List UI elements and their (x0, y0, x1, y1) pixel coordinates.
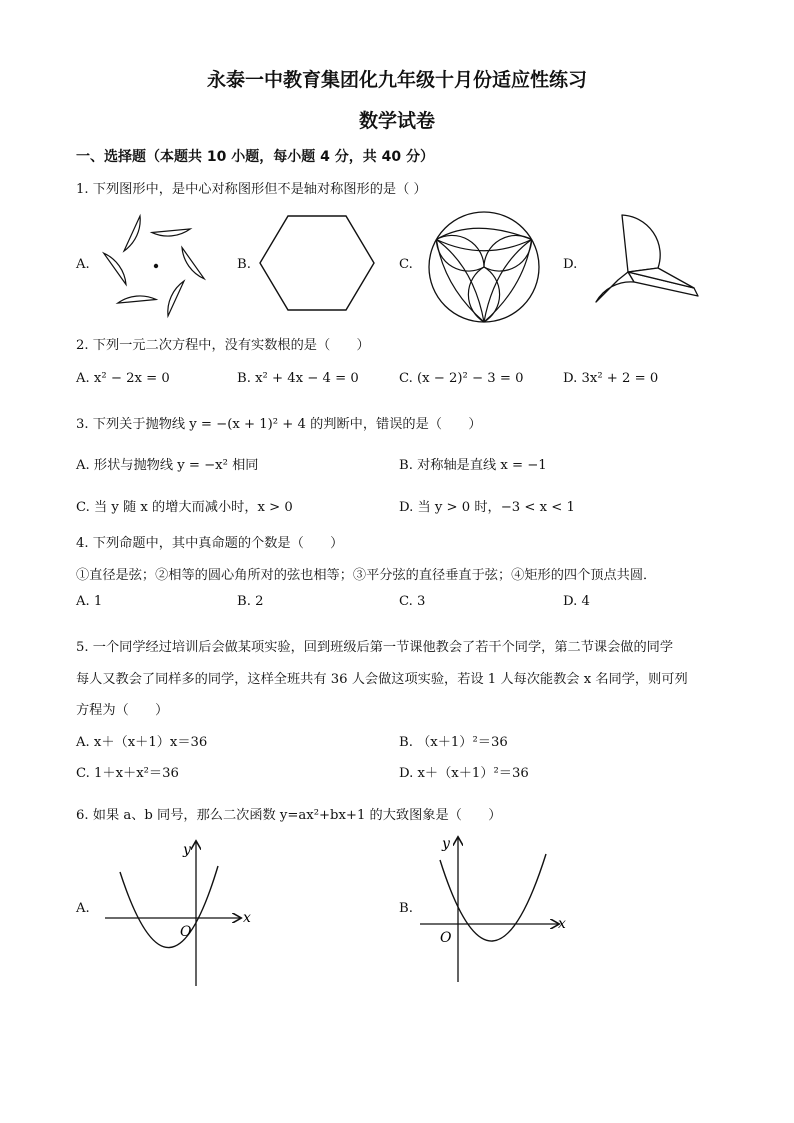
q6-a-origin: O (180, 924, 192, 940)
question-5-line-1: 5. 一个同学经过培训后会做某项实验，回到班级后第一节课他教会了若干个同学，第二节课会做的同学 (76, 640, 674, 655)
question-2-stem: 2. 下列一元二次方程中，没有实数根的是（ ） (76, 338, 370, 353)
q6-b-y-label: y (442, 836, 450, 852)
q4-option-a: A. 1 (76, 594, 103, 609)
q2-option-c: C. (x − 2)² − 3 = 0 (399, 371, 524, 386)
q4-option-d: D. 4 (563, 594, 590, 609)
page-title: 永泰一中教育集团化九年级十月份适应性练习 (206, 69, 587, 91)
q1-figure-d-fan (590, 210, 700, 310)
q3-option-c: C. 当 y 随 x 的增大而减小时，x > 0 (76, 500, 293, 515)
q6-option-b-label: B. (399, 901, 413, 916)
q5-option-b: B. （x＋1）²＝36 (399, 735, 508, 750)
q3-option-b: B. 对称轴是直线 x = −1 (399, 458, 547, 473)
question-1-stem: 1. 下列图形中，是中心对称图形但不是轴对称图形的是（ ） (76, 182, 427, 197)
question-4-propositions: ①直径是弦；②相等的圆心角所对的弦也相等；③平分弦的直径垂直于弦；④矩形的四个顶点共圆． (76, 568, 657, 583)
q5-option-c: C. 1＋x＋x²＝36 (76, 766, 179, 781)
q3-option-d: D. 当 y > 0 时，−3 < x < 1 (399, 500, 575, 515)
q3-option-a: A. 形状与抛物线 y = −x² 相同 (76, 458, 259, 473)
question-5-line-3: 方程为（ ） (76, 703, 169, 718)
q1-figure-c-circle-petals (424, 207, 544, 327)
q1-option-a-label: A. (76, 257, 90, 272)
q1-option-d-label: D. (563, 257, 578, 272)
question-4-stem: 4. 下列命题中，其中真命题的个数是（ ） (76, 536, 344, 551)
q4-option-c: C. 3 (399, 594, 426, 609)
q1-figure-b-hexagon (256, 210, 378, 316)
q5-option-d: D. x＋（x＋1）²＝36 (399, 766, 529, 781)
question-3-stem: 3. 下列关于抛物线 y = −(x + 1)² + 4 的判断中，错误的是（ ） (76, 417, 482, 432)
q4-option-b: B. 2 (237, 594, 264, 609)
q1-option-b-label: B. (237, 257, 251, 272)
q6-graph-a (100, 836, 260, 991)
section-heading: 一、选择题（本题共 10 小题，每小题 4 分，共 40 分） (76, 149, 434, 165)
q6-graph-b (412, 830, 572, 985)
q6-a-y-label: y (183, 842, 191, 858)
question-5-line-2: 每人又教会了同样多的同学，这样全班共有 36 人会做这项实验，若设 1 人每次能教会 x 名同学，则可列 (76, 672, 688, 687)
q5-option-a: A. x＋（x＋1）x＝36 (76, 735, 208, 750)
q6-a-x-label: x (243, 910, 251, 926)
q6-option-a-label: A. (76, 901, 90, 916)
q1-option-c-label: C. (399, 257, 413, 272)
q6-b-x-label: x (558, 916, 566, 932)
q1-figure-a-pinwheel (96, 208, 212, 324)
page-subtitle: 数学试卷 (358, 110, 435, 132)
q2-option-b: B. x² + 4x − 4 = 0 (237, 371, 359, 386)
q2-option-d: D. 3x² + 2 = 0 (563, 371, 659, 386)
q2-option-a: A. x² − 2x = 0 (76, 371, 170, 386)
question-6-stem: 6. 如果 a、b 同号，那么二次函数 y=ax²+bx+1 的大致图象是（ ） (76, 808, 502, 823)
q6-b-origin: O (440, 930, 452, 946)
